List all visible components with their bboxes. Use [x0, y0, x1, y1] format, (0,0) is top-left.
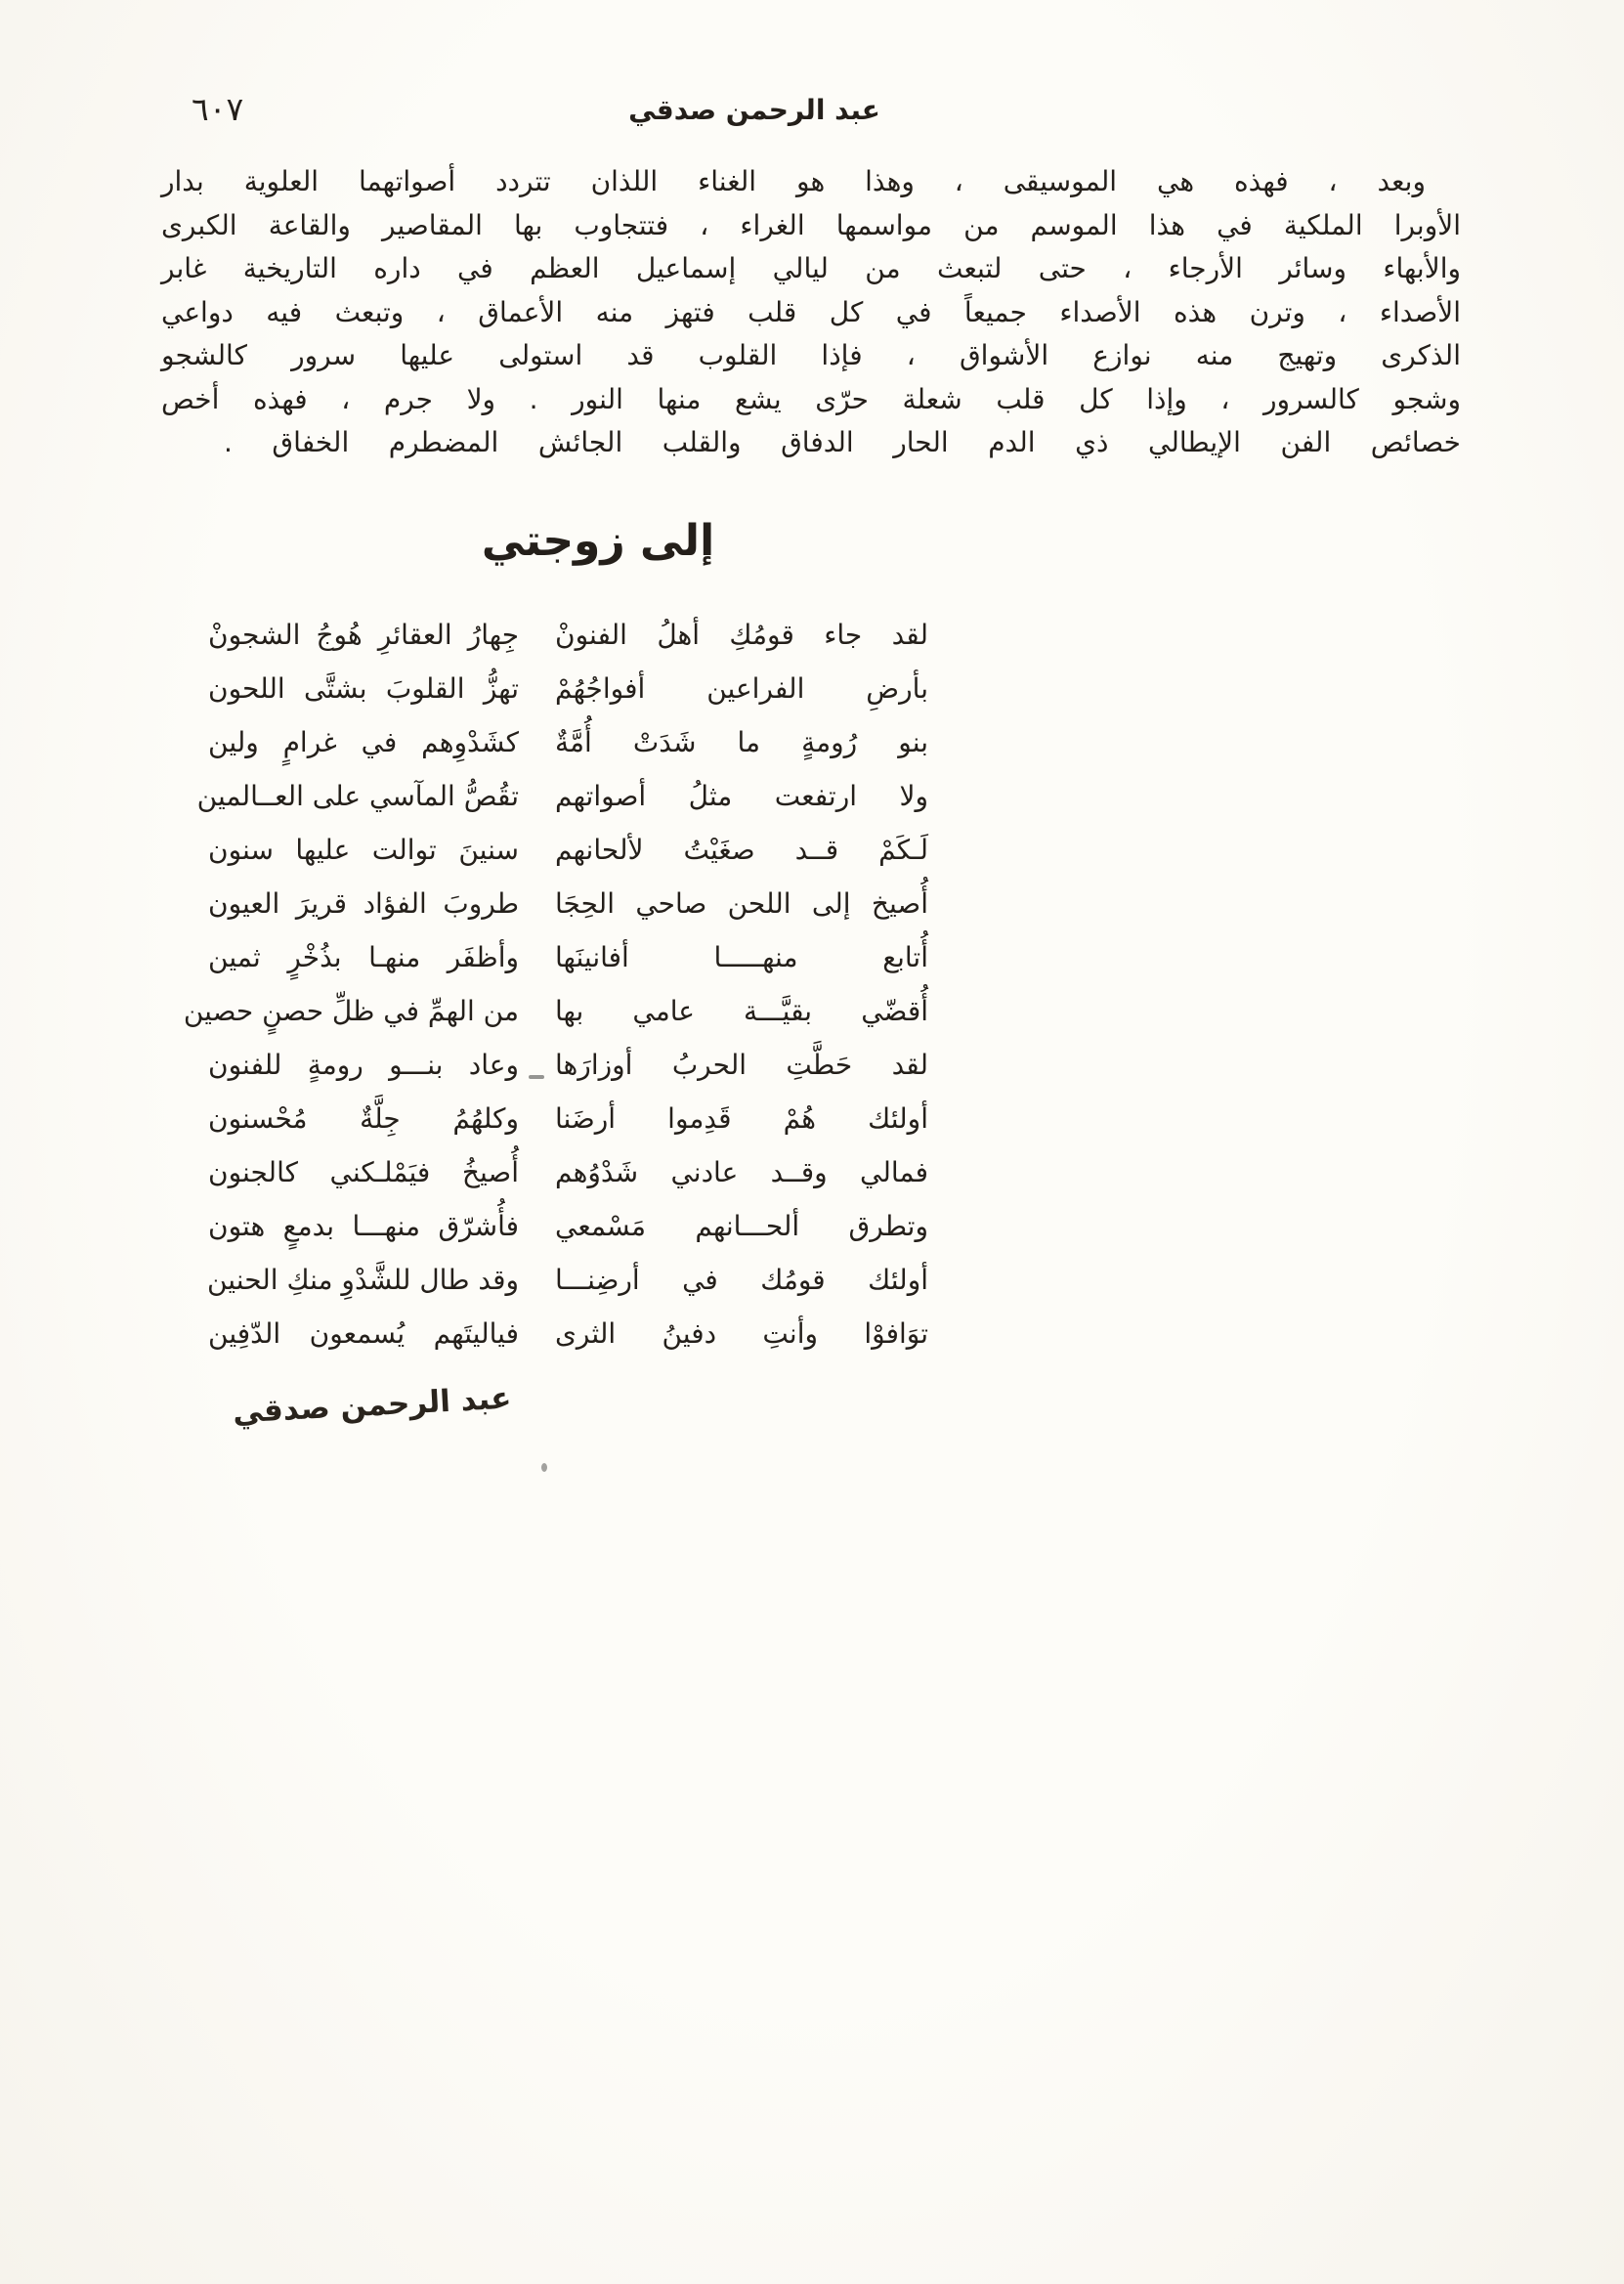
verse-second-hemistich: وأظفَر منهـا بذُخْرٍ ثمين [208, 940, 519, 973]
verse-second-hemistich: فأُشرّق منهـــا بدمعٍ هتون [208, 1209, 519, 1242]
verse-first-hemistich: لقد حَطَّتِ الحربُ أوزارَها [555, 1048, 928, 1081]
verse-row [208, 1253, 928, 1307]
prose-line: وبعد ، فهذه هي الموسيقى ، وهذا هو الغناء اللذان تتردد أصواتهما العلوية بدار [161, 165, 1426, 197]
author-header: عبد الرحمن صدقي [628, 94, 880, 126]
verse-second-hemistich: تهزُّ القلوبَ بشتَّى اللحون [208, 671, 519, 705]
page-number: ٦٠٧ [192, 90, 244, 128]
verse-row [208, 1038, 928, 1092]
verse-second-hemistich: وعاد بنـــو رومةٍ للفنون [208, 1048, 519, 1081]
signature: عبد الرحمن صدقي [232, 1380, 513, 1431]
verse-row [208, 877, 928, 930]
verse-row [208, 930, 928, 984]
verse-row [208, 662, 928, 715]
verse-row [208, 823, 928, 877]
verse-first-hemistich: فمالي وقــد عادني شَدْوُهم [555, 1155, 928, 1188]
verse-second-hemistich: أُصيخُ فيَمْلـكني كالجنون [208, 1155, 519, 1188]
verse-second-hemistich: تقُصُّ المآسي على العــالمين [196, 779, 519, 812]
verse-first-hemistich: أُصيخ إلى اللحن صاحي الحِجَا [555, 886, 928, 920]
verse-second-hemistich: سنينَ توالت عليها سنون [208, 833, 519, 866]
verse-second-hemistich: من الهمِّ في ظلِّ حصنٍ حصين [183, 994, 519, 1027]
scan-speck [529, 1075, 544, 1079]
verse-second-hemistich: فياليتَهم يُسمعون الدّفِين [208, 1316, 519, 1350]
verse-first-hemistich: أُقضّي بقيَّـــة عامي بها [555, 994, 928, 1027]
prose-line: الأوبرا الملكية في هذا الموسم من مواسمها الغراء ، فتتجاوب بها المقاصير والقاعة الكبرى [161, 208, 1461, 241]
verse-row [208, 1199, 928, 1253]
verse-second-hemistich: طروبَ الفؤاد قريرَ العيون [208, 886, 519, 920]
verse-second-hemistich: وكلهُمُ جِلَّةٌ مُحْسنون [208, 1101, 519, 1135]
prose-line: خصائص الفن الإيطالي ذي الدم الحار الدفاق والقلب الجائش المضطرم الخفاق . [224, 426, 1461, 458]
poem-title: إلى زوجتي [481, 516, 715, 566]
verse-row [208, 1145, 928, 1199]
verse-first-hemistich: بأرضِ الفراعين أفواجُهُمْ [555, 671, 928, 705]
verse-row [183, 984, 928, 1038]
prose-line: وشجو كالسرور ، وإذا كل قلب شعلة حرّى يشع منها النور . ولا جرم ، فهذه أخص [161, 382, 1461, 415]
poem [183, 608, 928, 1360]
verse-first-hemistich: وتطرق ألحـــانهم مَسْمعي [555, 1209, 928, 1242]
verse-first-hemistich: توَافوْا وأنتِ دفينُ الثرى [555, 1316, 928, 1350]
verse-row [208, 715, 928, 769]
verse-first-hemistich: أولئك قومُك في أرضِنـــا [555, 1263, 928, 1296]
verse-second-hemistich: جِهارُ العقائرِ هُوجُ الشجونْ [208, 618, 519, 651]
prose-line: والأبهاء وسائر الأرجاء ، حتى لتبعث من ليالي إسماعيل العظم في داره التاريخية غابر [161, 252, 1461, 284]
verse-first-hemistich: لقد جاء قومُكِ أهلُ الفنونْ [555, 618, 928, 651]
verse-first-hemistich: أُتابع منهـــــا أفانينَها [555, 940, 928, 973]
verse-first-hemistich: بنو رُومةٍ ما شَدَتْ أُمَّةٌ [555, 725, 928, 758]
verse-first-hemistich: ولا ارتفعت مثلُ أصواتهم [555, 779, 928, 812]
verse-second-hemistich: وقد طال للشَّدْوِ منكِ الحنين [206, 1263, 519, 1296]
prose-line: الأصداء ، وترن هذه الأصداء جميعاً في كل قلب فتهز منه الأعماق ، وتبعث فيه دواعي [161, 295, 1461, 328]
verse-row [196, 769, 928, 823]
verse-first-hemistich: لَـكَمْ قــد صغَيْتُ لألحانهم [555, 833, 928, 866]
verse-row [208, 608, 928, 662]
verse-first-hemistich: أولئك هُمْ قَدِموا أرضَنا [555, 1101, 928, 1135]
prose-line: الذكرى وتهيج منه نوازع الأشواق ، فإذا القلوب قد استولى عليها سرور كالشجو [161, 339, 1461, 371]
prose-paragraph [161, 160, 1461, 465]
verse-row [208, 1307, 928, 1360]
verse-row [208, 1092, 928, 1145]
scan-speck [541, 1463, 547, 1472]
verse-second-hemistich: كشَدْوِهم في غرامٍ ولين [208, 725, 519, 758]
